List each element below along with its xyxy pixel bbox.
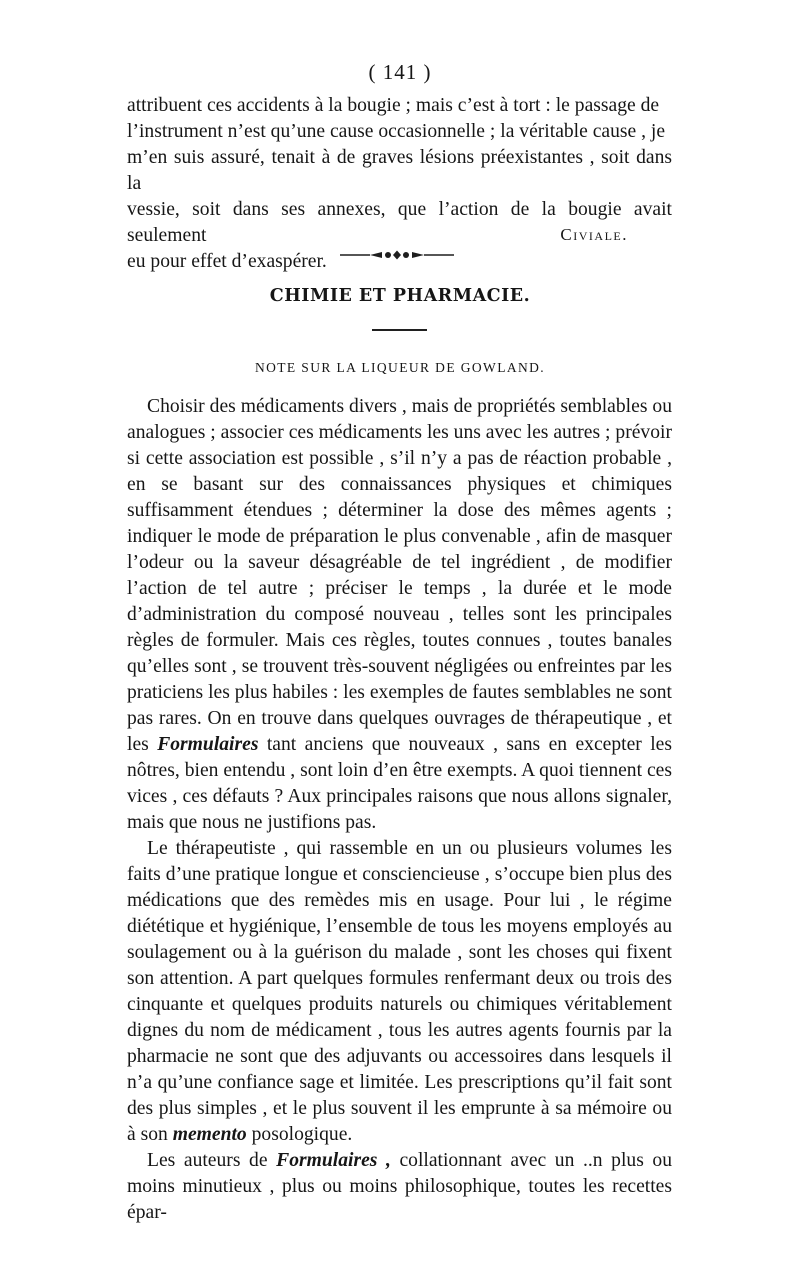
body-text — [127, 394, 672, 1226]
italic-term: Formulaires — [157, 734, 259, 755]
title-rule — [372, 329, 427, 331]
italic-term: Formulaires , — [276, 1150, 391, 1171]
author-signature: Civiale. — [560, 225, 628, 244]
page-number: ( 141 ) — [368, 60, 432, 84]
continued-paragraph-line: attribuent ces accidents à la bougie ; mais c’est à tort : le passage de — [127, 95, 660, 116]
paragraph-text: tant anciens que nouveaux , sans en excepter les nôtres, bien entendu , sont loin d’en être exempts. A quoi tiennent ces vices , ces défauts ? Aux principales raisons que nous allons signaler, mais que nous ne justifions pas. — [127, 734, 673, 833]
paragraph-text: Le thérapeutiste , qui rassemble en un ou plusieurs volumes les faits d’une pratique longue et consciencieuse , s’occupe bien plus des médications que des remèdes mis en usage. Pour lui , le régime diététique et hygiénique, l’ensemble de tous les moyens employés au soulagement ou à la guérison du malade , sont les choses qui fixent son attention. A part quelques formules renfermant deux ou trois des cinquante et quelques produits naturels ou chimiques véritablement dignes du nom de médicament , tous les autres agents fournis par la pharmacie ne sont que des adjuvants ou accessoires dans lesquels il n’a qu’une confiance sage et limitée. Les prescriptions qu’il fait sont des plus simples , et le plus souvent il les emprunte à sa mémoire ou à son — [127, 838, 672, 1145]
fleuron-divider-icon — [340, 249, 454, 261]
paragraph — [127, 836, 672, 1148]
paragraph-text: posologique. — [246, 1124, 353, 1145]
italic-term: memento — [172, 1124, 247, 1145]
continued-paragraph-line: l’instrument n’est qu’une cause occasionnelle ; la véritable cause , je — [127, 121, 666, 142]
paragraph-text: Les auteurs de — [147, 1150, 277, 1171]
continued-paragraph — [127, 93, 672, 275]
paragraph — [127, 1148, 672, 1226]
paragraph — [127, 394, 672, 836]
paragraph-text: Choisir des médicaments divers , mais de propriétés semblables ou analogues ; associer ces médicaments les uns avec les autres ; prévoir si cette association est possible , s’il n’y a pas de réaction probable , en se basant sur des connaissances physiques et chimiques suffisamment étendues ; déterminer la dose des mêmes agents ; indiquer le mode de préparation le plus convenable , afin de masquer l’odeur ou la saveur désagréable de tel ingrédient , de modifier l’action de tel autre ; préciser le temps , la durée et le mode d’administration du composé nouveau , telles sont les principales règles de formuler. Mais ces règles, toutes connues , toutes banales qu’elles sont , se trouvent très-souvent négligées ou enfreintes par les praticiens les plus habiles : les exemples de fautes semblables ne sont pas rares. On en trouve dans quelques ouvrages de thérapeutique , et les — [127, 396, 672, 755]
continued-paragraph-line: vessie, soit dans ses annexes, que l’action de la bougie avait seulement — [127, 199, 672, 246]
continued-paragraph-line: eu pour effet d’exaspérer. — [127, 251, 327, 272]
paragraph-text: collationnant avec un ..n plus ou moins minutieux , plus ou moins philosophique, toutes les recettes épar- — [127, 1150, 673, 1223]
continued-paragraph-line: m’en suis assuré, tenait à de graves lésions préexistantes , soit dans la — [127, 147, 672, 194]
section-title: CHIMIE ET PHARMACIE. — [269, 286, 531, 306]
note-title: NOTE SUR LA LIQUEUR DE GOWLAND. — [254, 360, 546, 375]
